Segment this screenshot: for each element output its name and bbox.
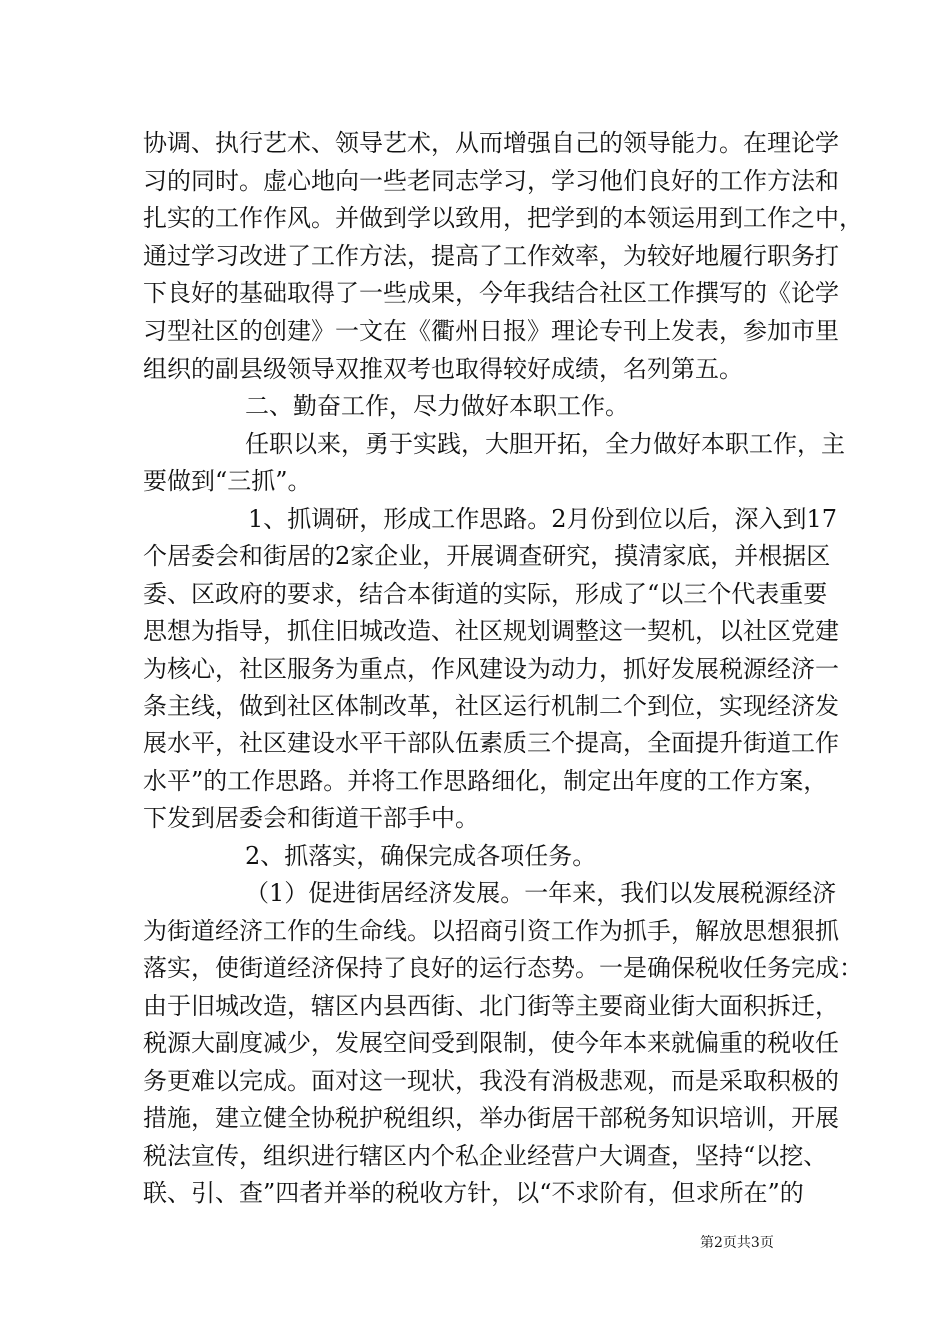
section-heading: 二、勤奋工作，尽力做好本职工作。	[245, 392, 629, 420]
text-line: 要做到“三抓”。	[143, 467, 312, 495]
text-line: 措施，建立健全协税护税组织，举办街居干部税务知识培训，开展	[143, 1104, 839, 1132]
text-line: 为街道经济工作的生命线。以招商引资工作为抓手，解放思想狠抓	[143, 917, 839, 945]
text-line: 思想为指导，抓住旧城改造、社区规划调整这一契机，以社区党建	[143, 617, 839, 645]
text-line: （1）促进街居经济发展。一年来，我们以发展税源经济	[245, 879, 837, 907]
text-line: 落实，使街道经济保持了良好的运行态势。一是确保税收任务完成：	[143, 954, 863, 982]
text-line: 委、区政府的要求，结合本街道的实际，形成了“以三个代表重要	[143, 580, 828, 608]
text-line: 展水平，社区建设水平干部队伍素质三个提高，全面提升街道工作	[143, 729, 839, 757]
text-line: 税源大副度减少，发展空间受到限制，使今年本来就偏重的税收任	[143, 1029, 839, 1057]
text-line: 下良好的基础取得了一些成果，今年我结合社区工作撰写的《论学	[143, 279, 839, 307]
text-line: 1、抓调研，形成工作思路。2月份到位以后，深入到17	[248, 505, 838, 533]
text-line: 联、引、查”四者并举的税收方针，以“不求阶有，但求所在”的	[143, 1179, 804, 1207]
text-line: 务更难以完成。面对这一现状，我没有消极悲观，而是采取积极的	[143, 1067, 839, 1095]
text-line: 习的同时。虚心地向一些老同志学习，学习他们良好的工作方法和	[143, 167, 839, 195]
text-line: 协调、执行艺术、领导艺术，从而增强自己的领导能力。在理论学	[143, 129, 839, 157]
text-line: 任职以来，勇于实践，大胆开拓，全力做好本职工作，主	[245, 430, 845, 458]
page-footer: 第2页共3页	[700, 1235, 774, 1251]
text-line: 组织的副县级领导双推双考也取得较好成绩，名列第五。	[143, 355, 743, 383]
text-line: 通过学习改进了工作方法，提高了工作效率，为较好地履行职务打	[143, 242, 839, 270]
text-line: 下发到居委会和街道干部手中。	[143, 804, 479, 832]
text-line: 扎实的工作作风。并做到学以致用，把学到的本领运用到工作之中，	[143, 204, 863, 232]
text-line: 个居委会和街居的2家企业，开展调查研究，摸清家底，并根据区	[143, 542, 831, 570]
text-line: 为核心，社区服务为重点，作风建设为动力，抓好发展税源经济一	[143, 655, 839, 683]
section-heading: 2、抓落实，确保完成各项任务。	[245, 842, 597, 870]
text-line: 税法宣传，组织进行辖区内个私企业经营户大调查，坚持“以挖、	[143, 1142, 828, 1170]
text-line: 习型社区的创建》一文在《衢州日报》理论专刊上发表，参加市里	[143, 317, 839, 345]
text-line: 由于旧城改造，辖区内县西街、北门街等主要商业街大面积拆迁，	[143, 992, 839, 1020]
text-line: 水平”的工作思路。并将工作思路细化，制定出年度的工作方案，	[143, 767, 828, 795]
text-line: 条主线，做到社区体制改革，社区运行机制二个到位，实现经济发	[143, 692, 839, 720]
